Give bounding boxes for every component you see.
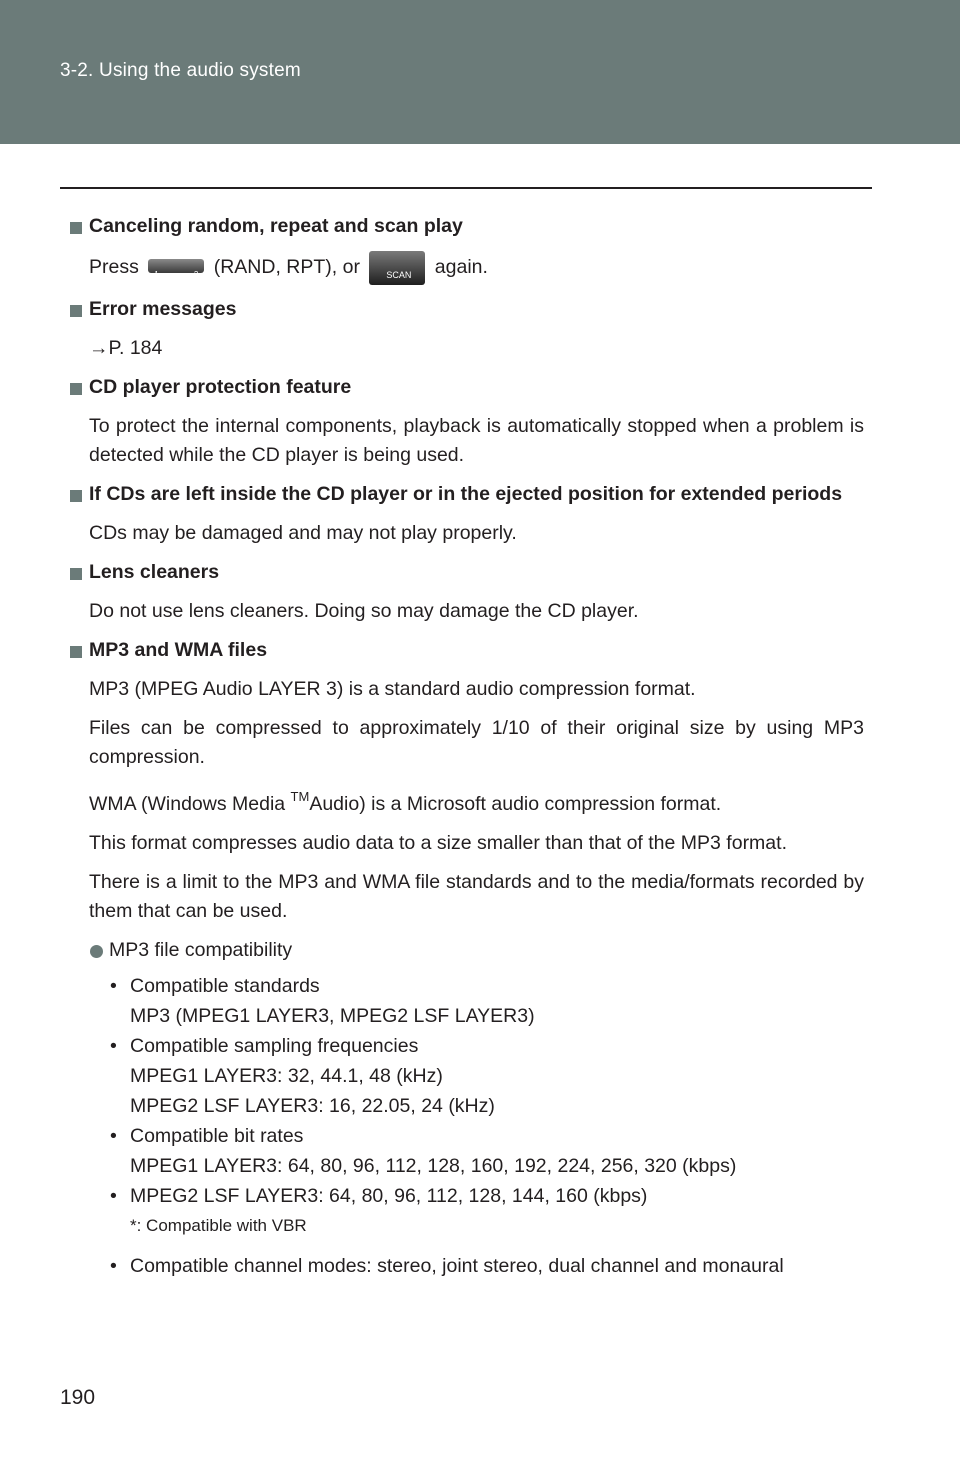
format-limit: There is a limit to the MP3 and WMA file standards and to the media/formats recorded by them that can be used. [89,871,864,922]
list-item-label: Compatible sampling frequencies [130,1035,419,1057]
list-item-value: Compatible channel modes: stereo, joint stereo, dual channel and monaural [130,1255,784,1277]
square-bullet-icon [70,490,82,502]
rand-rpt-button-icon [148,259,204,279]
heading-lens-cleaners [68,558,864,587]
again-text: again. [434,256,488,279]
heading-text: If CDs are left inside the CD player or in the ejected position for extended periods [89,483,843,505]
scan-button-icon [369,251,425,285]
section-title: 3-2. Using the audio system [60,60,301,81]
list-item [68,1031,864,1121]
protection-text: To protect the internal components, playback is automatically stopped when a problem is detected while the CD player is being used. [89,415,864,466]
list-item-value: MPEG1 LAYER3: 32, 44.1, 48 (kHz) [130,1065,443,1087]
list-item [68,1251,864,1281]
bullet-icon: • [110,1125,117,1147]
button-label-1: 1 [154,270,159,279]
heading-mp3-wma [68,636,864,665]
bullet-icon: • [110,975,117,997]
heading-text: Lens cleaners [89,561,220,583]
list-item [68,1121,864,1181]
list-item [68,971,864,1031]
compatibility-list [68,971,864,1281]
list-item-label: Compatible standards [130,975,320,997]
left-inside-text: CDs may be damaged and may not play properly. [89,522,517,544]
square-bullet-icon [70,568,82,580]
heading-text: Canceling random, repeat and scan play [89,215,463,237]
mp3-compression: Files can be compressed to approximately 1/10 of their original size by using MP3 compression. [89,717,864,768]
trademark-superscript: TM [290,789,310,804]
square-bullet-icon [70,383,82,395]
bullet-icon: • [110,1255,117,1277]
rand-rpt-text: (RAND, RPT), or [213,256,360,279]
wma-text-after: Audio) is a Microsoft audio compression format. [309,793,722,815]
press-text: Press [89,256,139,279]
scan-button-label: SCAN [386,270,412,280]
cancel-instruction [68,251,864,285]
heading-text: CD player protection feature [89,376,352,398]
lens-text: Do not use lens cleaners. Doing so may damage the CD player. [89,600,639,622]
circle-bullet-icon [90,945,103,958]
bullet-icon: • [110,1035,117,1057]
list-item-value: MP3 (MPEG1 LAYER3, MPEG2 LSF LAYER3) [130,1005,535,1027]
heading-left-inside [68,480,864,509]
square-bullet-icon [70,222,82,234]
list-item-label: Compatible bit rates [130,1125,304,1147]
page-reference: →P. 184 [89,337,163,359]
page-content [68,212,864,1281]
wma-definition [68,782,864,819]
header-rule [60,187,872,189]
heading-text: MP3 and WMA files [89,639,268,661]
bullet-icon: • [110,1185,117,1207]
chapter-header [0,0,960,144]
heading-text: Error messages [89,298,237,320]
mp3-compatibility-heading [68,936,864,965]
subheading-text: MP3 file compatibility [109,939,293,961]
heading-protection [68,373,864,402]
wma-compression: This format compresses audio data to a size smaller than that of the MP3 format. [89,832,787,854]
square-bullet-icon [70,646,82,658]
list-item-value: MPEG2 LSF LAYER3: 16, 22.05, 24 (kHz) [130,1095,495,1117]
heading-error-messages [68,295,864,324]
heading-canceling [68,212,864,241]
list-item [68,1181,864,1211]
wma-text-before: WMA (Windows Media [89,793,286,815]
vbr-note: *: Compatible with VBR [130,1216,307,1235]
button-label-2: 2 [193,270,199,279]
square-bullet-icon [70,305,82,317]
list-item-value: MPEG2 LSF LAYER3: 64, 80, 96, 112, 128, 144, 160 (kbps) [130,1185,648,1207]
mp3-definition: MP3 (MPEG Audio LAYER 3) is a standard audio compression format. [89,678,696,700]
list-item-value: MPEG1 LAYER3: 64, 80, 96, 112, 128, 160, 192, 224, 256, 320 (kbps) [130,1155,737,1177]
page-number: 190 [60,1386,96,1409]
